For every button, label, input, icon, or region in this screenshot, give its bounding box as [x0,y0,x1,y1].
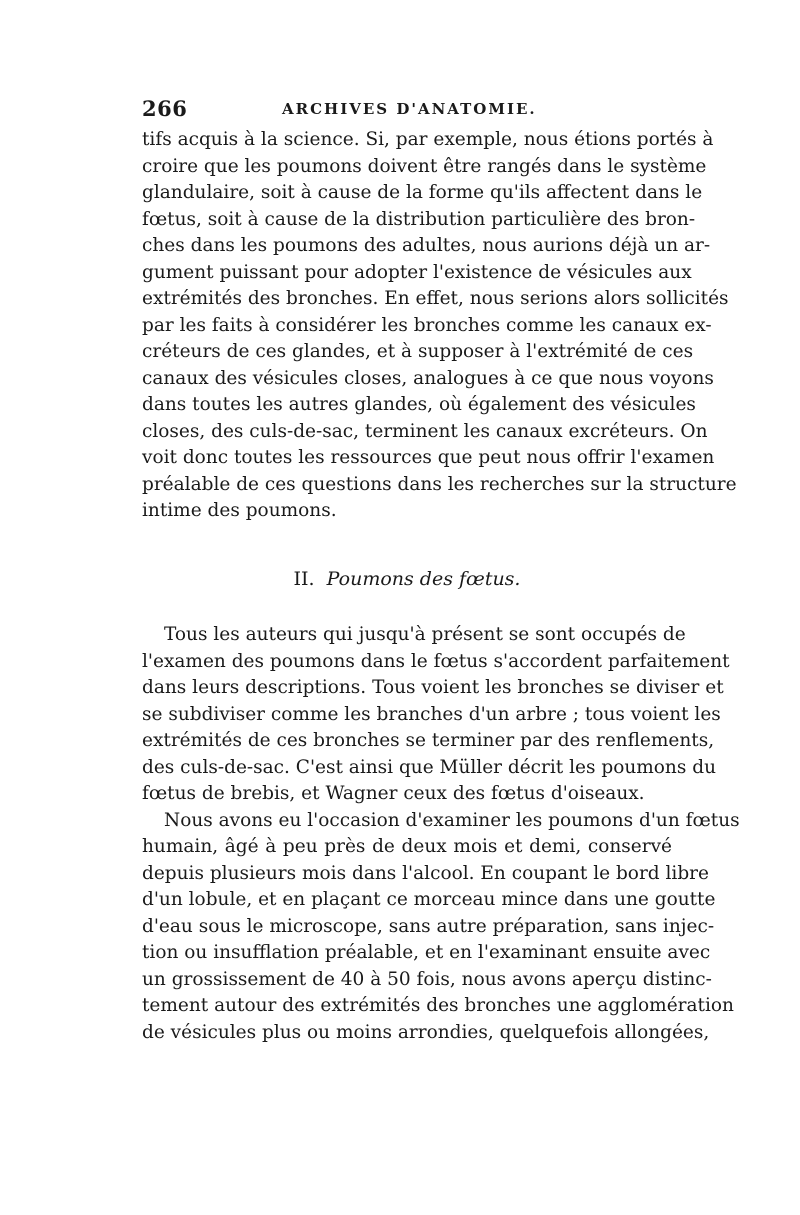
text-line: canaux des vésicules closes, analogues à ce que nous voyons [142,367,714,389]
text-line: gument puissant pour adopter l'existence de vésicules aux [142,261,692,283]
text-line: Tous les auteurs qui jusqu'à présent se sont occupés de [164,624,686,645]
text-line: dans toutes les autres glandes, où également des vésicules [142,394,696,415]
text-line: par les faits à considérer les bronches comme les canaux ex- [142,314,712,336]
running-head [142,96,670,124]
text-line: tifs acquis à la science. Si, par exemple, nous étions portés à [142,129,714,150]
text-line: se subdiviser comme les branches d'un arbre ; tous voient les [142,703,721,725]
section-number: II. [293,568,315,590]
journal-title: ARCHIVES D'ANATOMIE. [282,100,537,118]
text-line: Nous avons eu l'occasion d'examiner les poumons d'un fœtus [164,809,740,831]
text-line: ches dans les poumons des adultes, nous aurions déjà un ar- [142,235,711,256]
text-line: tion ou insufflation préalable, et en l'examinant ensuite avec [142,942,711,963]
text-line: extrémités de ces bronches se terminer par des renflements, [142,730,715,751]
text-line: fœtus, soit à cause de la distribution particulière des bron- [142,208,696,230]
paragraph-continued [142,127,737,525]
text-line: depuis plusieurs mois dans l'alcool. En coupant le bord libre [142,862,709,884]
text-line: closes, des culs-de-sac, terminent les canaux excréteurs. On [142,420,708,442]
text-line: des culs-de-sac. C'est ainsi que Müller décrit les poumons du [142,756,716,778]
text-line: fœtus de brebis, et Wagner ceux des fœtus d'oiseaux. [142,783,645,804]
section-body [142,622,740,1046]
text-line: de vésicules plus ou moins arrondies, quelquefois allongées, [142,1021,710,1043]
text-line: tement autour des extrémités des bronches une agglomération [142,995,734,1016]
text-line: préalable de ces questions dans les recherches sur la structure [142,473,737,495]
text-line: humain, âgé à peu près de deux mois et demi, conservé [142,836,672,857]
section-heading [142,566,672,592]
section-title: Poumons des fœtus. [326,568,521,590]
text-line: dans leurs descriptions. Tous voient les bronches se diviser et [142,677,724,698]
text-line: l'examen des poumons dans le fœtus s'accordent parfaitement [142,650,730,672]
text-line: glandulaire, soit à cause de la forme qu'ils affectent dans le [142,182,703,203]
page-number: 266 [142,96,188,121]
text-line: un grossissement de 40 à 50 fois, nous avons aperçu distinc- [142,968,712,990]
text-line: créteurs de ces glandes, et à supposer à l'extrémité de ces [142,341,694,362]
text-line: extrémités des bronches. En effet, nous serions alors sollicités [142,288,729,309]
text-line: croire que les poumons doivent être rangés dans le système [142,155,707,177]
text-line: voit donc toutes les ressources que peut nous offrir l'examen [142,447,715,468]
text-line: d'un lobule, et en plaçant ce morceau mince dans une goutte [142,889,716,910]
text-line: intime des poumons. [142,500,337,521]
text-line: d'eau sous le microscope, sans autre préparation, sans injec- [142,915,715,937]
